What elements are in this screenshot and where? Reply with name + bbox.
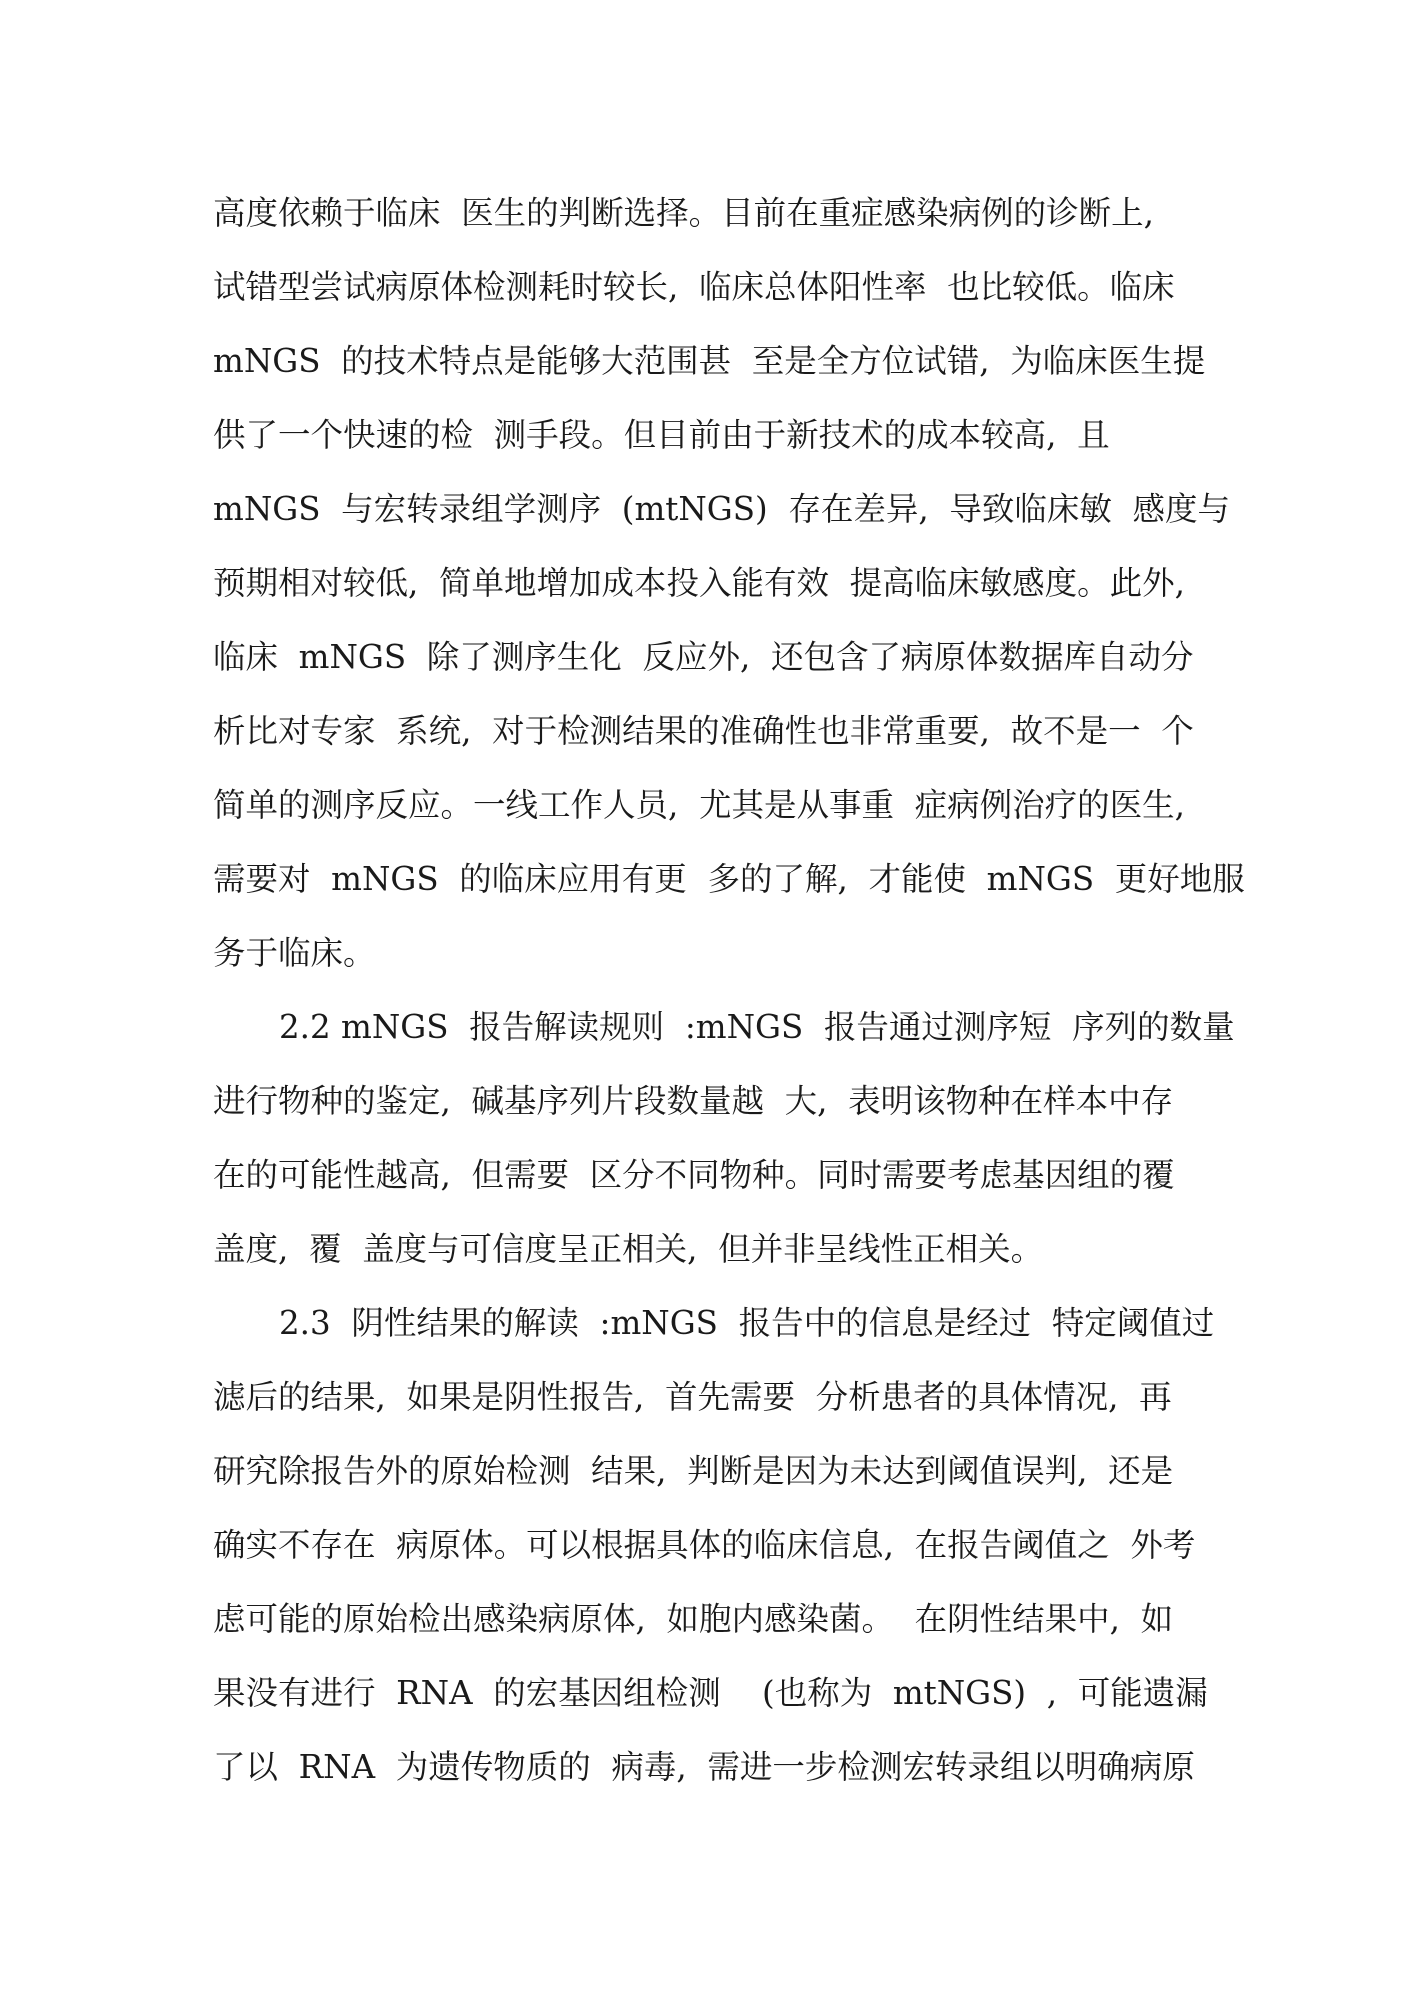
text-line: 试错型尝试病原体检测耗时较长, 临床总体阳性率 也比较低。临床 — [213, 268, 1175, 306]
text-line: 临床 mNGS 除了测序生化 反应外, 还包含了病原体数据库自动分 — [213, 638, 1194, 676]
paragraph-mngs-clinical-value — [213, 176, 1245, 990]
text-line: 果没有进行 RNA 的宏基因组检测 (也称为 mtNGS) , 可能遗漏 — [213, 1674, 1208, 1712]
text-line: 高度依赖于临床 医生的判断选择。目前在重症感染病例的诊断上, — [213, 194, 1154, 232]
text-line: 预期相对较低, 简单地增加成本投入能有效 提高临床敏感度。此外, — [213, 564, 1185, 602]
paragraph-negative-result-interpretation — [213, 1286, 1215, 1804]
text-line: 虑可能的原始检出感染病原体, 如胞内感染菌。 在阴性结果中, 如 — [213, 1600, 1174, 1638]
text-line: 析比对专家 系统, 对于检测结果的准确性也非常重要, 故不是一 个 — [213, 712, 1194, 750]
text-line: 确实不存在 病原体。可以根据具体的临床信息, 在报告阈值之 外考 — [213, 1526, 1196, 1564]
text-line: 研究除报告外的原始检测 结果, 判断是因为未达到阈值误判, 还是 — [213, 1452, 1174, 1490]
text-line: mNGS 与宏转录组学测序 (mtNGS) 存在差异, 导致临床敏 感度与 — [213, 490, 1231, 528]
text-line: 了以 RNA 为遗传物质的 病毒, 需进一步检测宏转录组以明确病原 — [213, 1748, 1195, 1786]
section-heading-line: 2.3 阴性结果的解读 :mNGS 报告中的信息是经过 特定阈值过 — [279, 1304, 1215, 1342]
text-line: 盖度, 覆 盖度与可信度呈正相关, 但并非呈线性正相关。 — [213, 1230, 1044, 1268]
paragraph-report-interpretation-rules — [213, 990, 1235, 1286]
section-heading-line: 2.2 mNGS 报告解读规则 :mNGS 报告通过测序短 序列的数量 — [279, 1008, 1235, 1046]
text-line: 进行物种的鉴定, 碱基序列片段数量越 大, 表明该物种在样本中存 — [213, 1082, 1174, 1120]
text-line: 需要对 mNGS 的临床应用有更 多的了解, 才能使 mNGS 更好地服 — [213, 860, 1245, 898]
text-line: 简单的测序反应。一线工作人员, 尤其是从事重 症病例治疗的医生, — [213, 786, 1185, 824]
text-line: 供了一个快速的检 测手段。但目前由于新技术的成本较高, 且 — [213, 416, 1110, 454]
text-line: 滤后的结果, 如果是阴性报告, 首先需要 分析患者的具体情况, 再 — [213, 1378, 1172, 1416]
text-line: mNGS 的技术特点是能够大范围甚 至是全方位试错, 为临床医生提 — [213, 342, 1206, 380]
text-line: 在的可能性越高, 但需要 区分不同物种。同时需要考虑基因组的覆 — [213, 1156, 1175, 1194]
body-text — [213, 176, 1245, 1804]
text-line: 务于临床。 — [213, 934, 376, 972]
